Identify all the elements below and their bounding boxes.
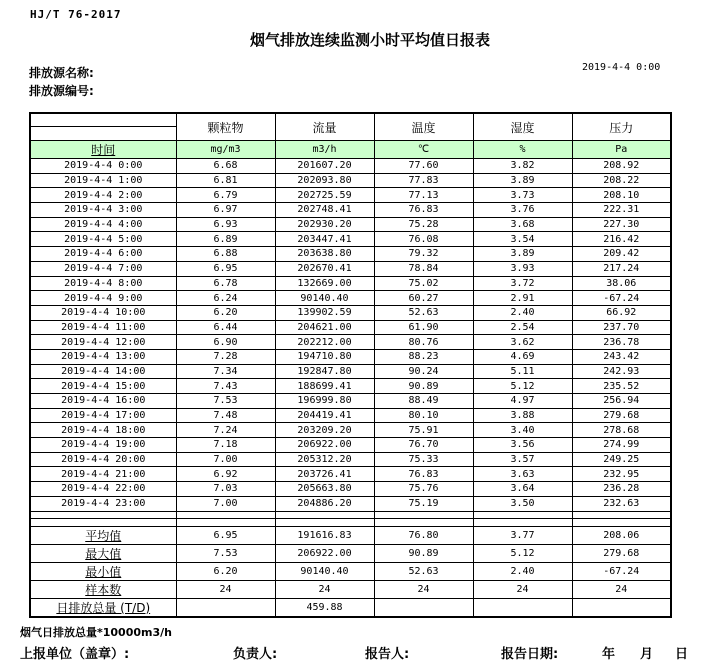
value-cell: 77.83 xyxy=(374,173,473,188)
table-row xyxy=(30,247,671,262)
value-cell: 237.70 xyxy=(572,320,671,335)
time-cell: 2019-4-4 3:00 xyxy=(30,203,176,218)
day-label: 日 xyxy=(675,647,689,662)
summary-value-cell: -67.24 xyxy=(572,562,671,580)
value-cell: 66.92 xyxy=(572,305,671,320)
summary-row xyxy=(30,580,671,598)
value-cell: 75.28 xyxy=(374,217,473,232)
value-cell: -67.24 xyxy=(572,291,671,306)
table-body xyxy=(30,159,671,617)
summary-label-cell: 样本数 xyxy=(30,580,176,598)
value-cell: 204419.41 xyxy=(275,408,374,423)
value-cell: 2.91 xyxy=(473,291,572,306)
value-cell: 192847.80 xyxy=(275,364,374,379)
summary-value-cell: 2.40 xyxy=(473,562,572,580)
unit-cell: m3/h xyxy=(275,141,374,159)
value-cell: 6.79 xyxy=(176,188,275,203)
value-cell: 208.22 xyxy=(572,173,671,188)
table-head xyxy=(30,113,671,159)
value-cell: 3.63 xyxy=(473,467,572,482)
value-cell: 5.11 xyxy=(473,364,572,379)
value-cell: 76.83 xyxy=(374,203,473,218)
summary-value-cell: 24 xyxy=(374,580,473,598)
value-cell: 3.93 xyxy=(473,261,572,276)
blank-lower-cell xyxy=(31,127,176,140)
summary-value-cell: 24 xyxy=(473,580,572,598)
summary-value-cell: 24 xyxy=(176,580,275,598)
value-cell: 208.92 xyxy=(572,159,671,174)
summary-value-cell: 7.53 xyxy=(176,544,275,562)
table-row xyxy=(30,188,671,203)
spacer-cell xyxy=(374,518,473,526)
spacer-cell xyxy=(473,518,572,526)
value-cell: 3.76 xyxy=(473,203,572,218)
table-row xyxy=(30,232,671,247)
table-row xyxy=(30,305,671,320)
time-cell: 2019-4-4 2:00 xyxy=(30,188,176,203)
value-cell: 256.94 xyxy=(572,394,671,409)
time-cell: 2019-4-4 4:00 xyxy=(30,217,176,232)
value-cell: 139902.59 xyxy=(275,305,374,320)
value-cell: 222.31 xyxy=(572,203,671,218)
column-header-cell: 压力 xyxy=(572,113,671,141)
value-cell: 6.93 xyxy=(176,217,275,232)
summary-value-cell: 52.63 xyxy=(374,562,473,580)
summary-value-cell: 90.89 xyxy=(374,544,473,562)
value-cell: 236.78 xyxy=(572,335,671,350)
time-cell: 2019-4-4 13:00 xyxy=(30,349,176,364)
value-cell: 278.68 xyxy=(572,423,671,438)
value-cell: 60.27 xyxy=(374,291,473,306)
value-cell: 80.10 xyxy=(374,408,473,423)
time-cell: 2019-4-4 23:00 xyxy=(30,496,176,511)
summary-row xyxy=(30,544,671,562)
value-cell: 3.50 xyxy=(473,496,572,511)
summary-value-cell: 6.20 xyxy=(176,562,275,580)
table-row xyxy=(30,452,671,467)
value-cell: 75.33 xyxy=(374,452,473,467)
summary-value-cell xyxy=(176,598,275,617)
time-cell: 2019-4-4 16:00 xyxy=(30,394,176,409)
table-row xyxy=(30,276,671,291)
value-cell: 204621.00 xyxy=(275,320,374,335)
reporter-label: 报告人: xyxy=(365,647,410,662)
summary-label-cell: 最小值 xyxy=(30,562,176,580)
value-cell: 6.97 xyxy=(176,203,275,218)
value-cell: 6.88 xyxy=(176,247,275,262)
value-cell: 3.73 xyxy=(473,188,572,203)
value-cell: 3.89 xyxy=(473,247,572,262)
table-row xyxy=(30,394,671,409)
table-row xyxy=(30,261,671,276)
summary-value-cell: 206922.00 xyxy=(275,544,374,562)
value-cell: 3.64 xyxy=(473,482,572,497)
data-table xyxy=(29,112,672,618)
value-cell: 7.43 xyxy=(176,379,275,394)
summary-label-cell: 最大值 xyxy=(30,544,176,562)
value-cell: 3.88 xyxy=(473,408,572,423)
table-row xyxy=(30,217,671,232)
source-name-label: 排放源名称: xyxy=(29,66,94,80)
time-cell: 2019-4-4 8:00 xyxy=(30,276,176,291)
table-row xyxy=(30,173,671,188)
time-cell: 2019-4-4 5:00 xyxy=(30,232,176,247)
value-cell: 7.00 xyxy=(176,496,275,511)
summary-value-cell: 76.80 xyxy=(374,526,473,544)
table-row xyxy=(30,335,671,350)
time-cell: 2019-4-4 14:00 xyxy=(30,364,176,379)
year-label: 年 xyxy=(602,647,616,662)
page-title: 烟气排放连续监测小时平均值日报表 xyxy=(249,31,490,49)
table-row xyxy=(30,320,671,335)
value-cell: 90.24 xyxy=(374,364,473,379)
value-cell: 227.30 xyxy=(572,217,671,232)
value-cell: 90.89 xyxy=(374,379,473,394)
value-cell: 6.92 xyxy=(176,467,275,482)
value-cell: 6.44 xyxy=(176,320,275,335)
summary-value-cell: 6.95 xyxy=(176,526,275,544)
value-cell: 2.54 xyxy=(473,320,572,335)
time-cell: 2019-4-4 22:00 xyxy=(30,482,176,497)
time-cell: 2019-4-4 20:00 xyxy=(30,452,176,467)
value-cell: 3.54 xyxy=(473,232,572,247)
table-row xyxy=(30,408,671,423)
table-row xyxy=(30,423,671,438)
value-cell: 77.60 xyxy=(374,159,473,174)
summary-value-cell xyxy=(572,598,671,617)
value-cell: 203447.41 xyxy=(275,232,374,247)
unit-cell: Pa xyxy=(572,141,671,159)
value-cell: 194710.80 xyxy=(275,349,374,364)
value-cell: 80.76 xyxy=(374,335,473,350)
value-cell: 3.40 xyxy=(473,423,572,438)
spacer-cell xyxy=(572,518,671,526)
spacer-cell xyxy=(572,511,671,518)
time-cell: 2019-4-4 10:00 xyxy=(30,305,176,320)
value-cell: 205663.80 xyxy=(275,482,374,497)
summary-row xyxy=(30,562,671,580)
value-cell: 242.93 xyxy=(572,364,671,379)
value-cell: 3.89 xyxy=(473,173,572,188)
value-cell: 4.97 xyxy=(473,394,572,409)
value-cell: 6.95 xyxy=(176,261,275,276)
summary-value-cell: 24 xyxy=(572,580,671,598)
value-cell: 6.81 xyxy=(176,173,275,188)
value-cell: 196999.80 xyxy=(275,394,374,409)
value-cell: 7.34 xyxy=(176,364,275,379)
summary-value-cell: 459.88 xyxy=(275,598,374,617)
value-cell: 208.10 xyxy=(572,188,671,203)
value-cell: 205312.20 xyxy=(275,452,374,467)
table-row xyxy=(30,364,671,379)
value-cell: 232.95 xyxy=(572,467,671,482)
time-cell: 2019-4-4 21:00 xyxy=(30,467,176,482)
value-cell: 3.62 xyxy=(473,335,572,350)
value-cell: 5.12 xyxy=(473,379,572,394)
value-cell: 202725.59 xyxy=(275,188,374,203)
time-cell: 2019-4-4 12:00 xyxy=(30,335,176,350)
value-cell: 216.42 xyxy=(572,232,671,247)
time-cell: 2019-4-4 17:00 xyxy=(30,408,176,423)
table-row xyxy=(30,467,671,482)
time-cell: 2019-4-4 18:00 xyxy=(30,423,176,438)
units-row xyxy=(30,141,671,159)
value-cell: 76.70 xyxy=(374,438,473,453)
report-datetime: 2019-4-4 0:00 xyxy=(582,62,661,73)
time-cell: 2019-4-4 9:00 xyxy=(30,291,176,306)
value-cell: 279.68 xyxy=(572,408,671,423)
value-cell: 78.84 xyxy=(374,261,473,276)
summary-value-cell: 208.06 xyxy=(572,526,671,544)
table-row xyxy=(30,438,671,453)
value-cell: 203638.80 xyxy=(275,247,374,262)
summary-row xyxy=(30,598,671,617)
value-cell: 7.48 xyxy=(176,408,275,423)
footer-note: 烟气日排放总量*10000m3/h xyxy=(20,626,172,639)
value-cell: 203209.20 xyxy=(275,423,374,438)
column-header-cell: 温度 xyxy=(374,113,473,141)
value-cell: 79.32 xyxy=(374,247,473,262)
value-cell: 202748.41 xyxy=(275,203,374,218)
value-cell: 132669.00 xyxy=(275,276,374,291)
value-cell: 202093.80 xyxy=(275,173,374,188)
column-header-cell: 流量 xyxy=(275,113,374,141)
value-cell: 202930.20 xyxy=(275,217,374,232)
table-row xyxy=(30,291,671,306)
time-header-blank-cell xyxy=(30,113,176,141)
value-cell: 4.69 xyxy=(473,349,572,364)
value-cell: 209.42 xyxy=(572,247,671,262)
value-cell: 6.90 xyxy=(176,335,275,350)
value-cell: 201607.20 xyxy=(275,159,374,174)
blank-upper-cell xyxy=(31,114,176,127)
value-cell: 61.90 xyxy=(374,320,473,335)
report-date-label: 报告日期: xyxy=(501,647,559,662)
standard-number: HJ/T 76-2017 xyxy=(30,8,122,21)
spacer-cell xyxy=(275,511,374,518)
summary-value-cell: 279.68 xyxy=(572,544,671,562)
value-cell: 7.18 xyxy=(176,438,275,453)
value-cell: 206922.00 xyxy=(275,438,374,453)
value-cell: 6.20 xyxy=(176,305,275,320)
time-cell: 2019-4-4 7:00 xyxy=(30,261,176,276)
value-cell: 75.76 xyxy=(374,482,473,497)
value-cell: 243.42 xyxy=(572,349,671,364)
value-cell: 7.00 xyxy=(176,452,275,467)
unit-cell: % xyxy=(473,141,572,159)
spacer-cell xyxy=(30,518,176,526)
summary-label-cell: 日排放总量 (T/D) xyxy=(30,598,176,617)
value-cell: 2.40 xyxy=(473,305,572,320)
table-row xyxy=(30,159,671,174)
value-cell: 75.02 xyxy=(374,276,473,291)
column-header-cell: 颗粒物 xyxy=(176,113,275,141)
time-cell: 2019-4-4 19:00 xyxy=(30,438,176,453)
value-cell: 88.23 xyxy=(374,349,473,364)
value-cell: 90140.40 xyxy=(275,291,374,306)
report-unit-label: 上报单位（盖章）: xyxy=(20,647,130,662)
summary-value-cell: 90140.40 xyxy=(275,562,374,580)
spacer-row xyxy=(30,518,671,526)
value-cell: 38.06 xyxy=(572,276,671,291)
value-cell: 7.53 xyxy=(176,394,275,409)
value-cell: 249.25 xyxy=(572,452,671,467)
spacer-row xyxy=(30,511,671,518)
value-cell: 232.63 xyxy=(572,496,671,511)
table-row xyxy=(30,203,671,218)
time-cell: 2019-4-4 0:00 xyxy=(30,159,176,174)
column-header-row xyxy=(30,113,671,141)
value-cell: 202670.41 xyxy=(275,261,374,276)
time-cell: 2019-4-4 1:00 xyxy=(30,173,176,188)
table-row xyxy=(30,379,671,394)
value-cell: 3.56 xyxy=(473,438,572,453)
value-cell: 3.57 xyxy=(473,452,572,467)
value-cell: 77.13 xyxy=(374,188,473,203)
value-cell: 6.68 xyxy=(176,159,275,174)
spacer-cell xyxy=(176,511,275,518)
unit-cell: ℃ xyxy=(374,141,473,159)
value-cell: 274.99 xyxy=(572,438,671,453)
spacer-cell xyxy=(275,518,374,526)
spacer-cell xyxy=(473,511,572,518)
value-cell: 75.19 xyxy=(374,496,473,511)
spacer-cell xyxy=(374,511,473,518)
responsible-label: 负责人: xyxy=(233,647,278,662)
value-cell: 76.83 xyxy=(374,467,473,482)
summary-value-cell: 3.77 xyxy=(473,526,572,544)
table-row xyxy=(30,482,671,497)
value-cell: 3.72 xyxy=(473,276,572,291)
value-cell: 88.49 xyxy=(374,394,473,409)
value-cell: 217.24 xyxy=(572,261,671,276)
column-header-cell: 湿度 xyxy=(473,113,572,141)
time-cell: 2019-4-4 6:00 xyxy=(30,247,176,262)
value-cell: 7.24 xyxy=(176,423,275,438)
summary-value-cell: 5.12 xyxy=(473,544,572,562)
value-cell: 3.82 xyxy=(473,159,572,174)
summary-value-cell: 24 xyxy=(275,580,374,598)
time-cell: 2019-4-4 11:00 xyxy=(30,320,176,335)
summary-value-cell: 191616.83 xyxy=(275,526,374,544)
summary-label-cell: 平均值 xyxy=(30,526,176,544)
spacer-cell xyxy=(30,511,176,518)
time-header-cell: 时间 xyxy=(30,141,176,159)
value-cell: 6.78 xyxy=(176,276,275,291)
summary-value-cell xyxy=(374,598,473,617)
value-cell: 202212.00 xyxy=(275,335,374,350)
source-code-label: 排放源编号: xyxy=(29,84,94,98)
value-cell: 236.28 xyxy=(572,482,671,497)
value-cell: 52.63 xyxy=(374,305,473,320)
unit-cell: mg/m3 xyxy=(176,141,275,159)
value-cell: 75.91 xyxy=(374,423,473,438)
value-cell: 204886.20 xyxy=(275,496,374,511)
time-cell: 2019-4-4 15:00 xyxy=(30,379,176,394)
value-cell: 6.89 xyxy=(176,232,275,247)
table-row xyxy=(30,349,671,364)
value-cell: 76.08 xyxy=(374,232,473,247)
value-cell: 235.52 xyxy=(572,379,671,394)
value-cell: 203726.41 xyxy=(275,467,374,482)
summary-value-cell xyxy=(473,598,572,617)
value-cell: 188699.41 xyxy=(275,379,374,394)
value-cell: 7.28 xyxy=(176,349,275,364)
value-cell: 7.03 xyxy=(176,482,275,497)
month-label: 月 xyxy=(640,647,654,662)
value-cell: 6.24 xyxy=(176,291,275,306)
table-row xyxy=(30,496,671,511)
value-cell: 3.68 xyxy=(473,217,572,232)
spacer-cell xyxy=(176,518,275,526)
summary-row xyxy=(30,526,671,544)
